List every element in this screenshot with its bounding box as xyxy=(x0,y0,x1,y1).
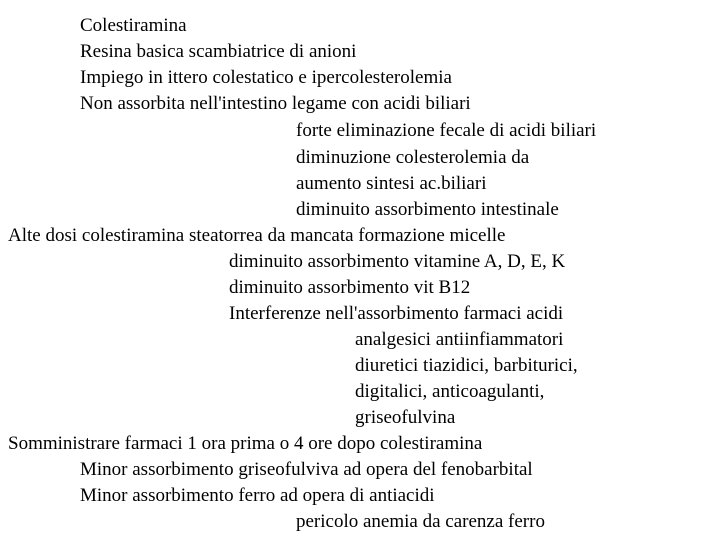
text-line: Somministrare farmaci 1 ora prima o 4 ore dopo colestiramina xyxy=(8,433,483,454)
text-line: diminuzione colesterolemia da xyxy=(296,147,530,168)
text-line: diuretici tiazidici, barbiturici, xyxy=(355,355,578,376)
text-line: Minor assorbimento griseofulviva ad opera del fenobarbital xyxy=(80,459,533,480)
text-line: Alte dosi colestiramina steatorrea da mancata formazione micelle xyxy=(8,225,506,246)
text-line: diminuito assorbimento intestinale xyxy=(296,199,559,220)
text-line: analgesici antiinfiammatori xyxy=(355,329,564,350)
text-line: diminuito assorbimento vit B12 xyxy=(229,277,471,298)
text-line: forte eliminazione fecale di acidi biliari xyxy=(296,120,597,141)
text-line: pericolo anemia da carenza ferro xyxy=(296,511,545,532)
text-line: Interferenze nell'assorbimento farmaci acidi xyxy=(229,303,564,324)
text-line: Non assorbita nell'intestino legame con acidi biliari xyxy=(80,93,471,114)
text-line: griseofulvina xyxy=(355,407,456,428)
text-line: diminuito assorbimento vitamine A, D, E, K xyxy=(229,251,566,272)
text-line: Minor assorbimento ferro ad opera di antiacidi xyxy=(80,485,435,506)
text-line: Resina basica scambiatrice di anioni xyxy=(80,41,357,62)
text-line: aumento sintesi ac.biliari xyxy=(296,173,487,194)
text-line: Impiego in ittero colestatico e ipercolesterolemia xyxy=(80,67,452,88)
text-line: digitalici, anticoagulanti, xyxy=(355,381,545,402)
heading-drug-name: Colestiramina xyxy=(80,15,187,36)
